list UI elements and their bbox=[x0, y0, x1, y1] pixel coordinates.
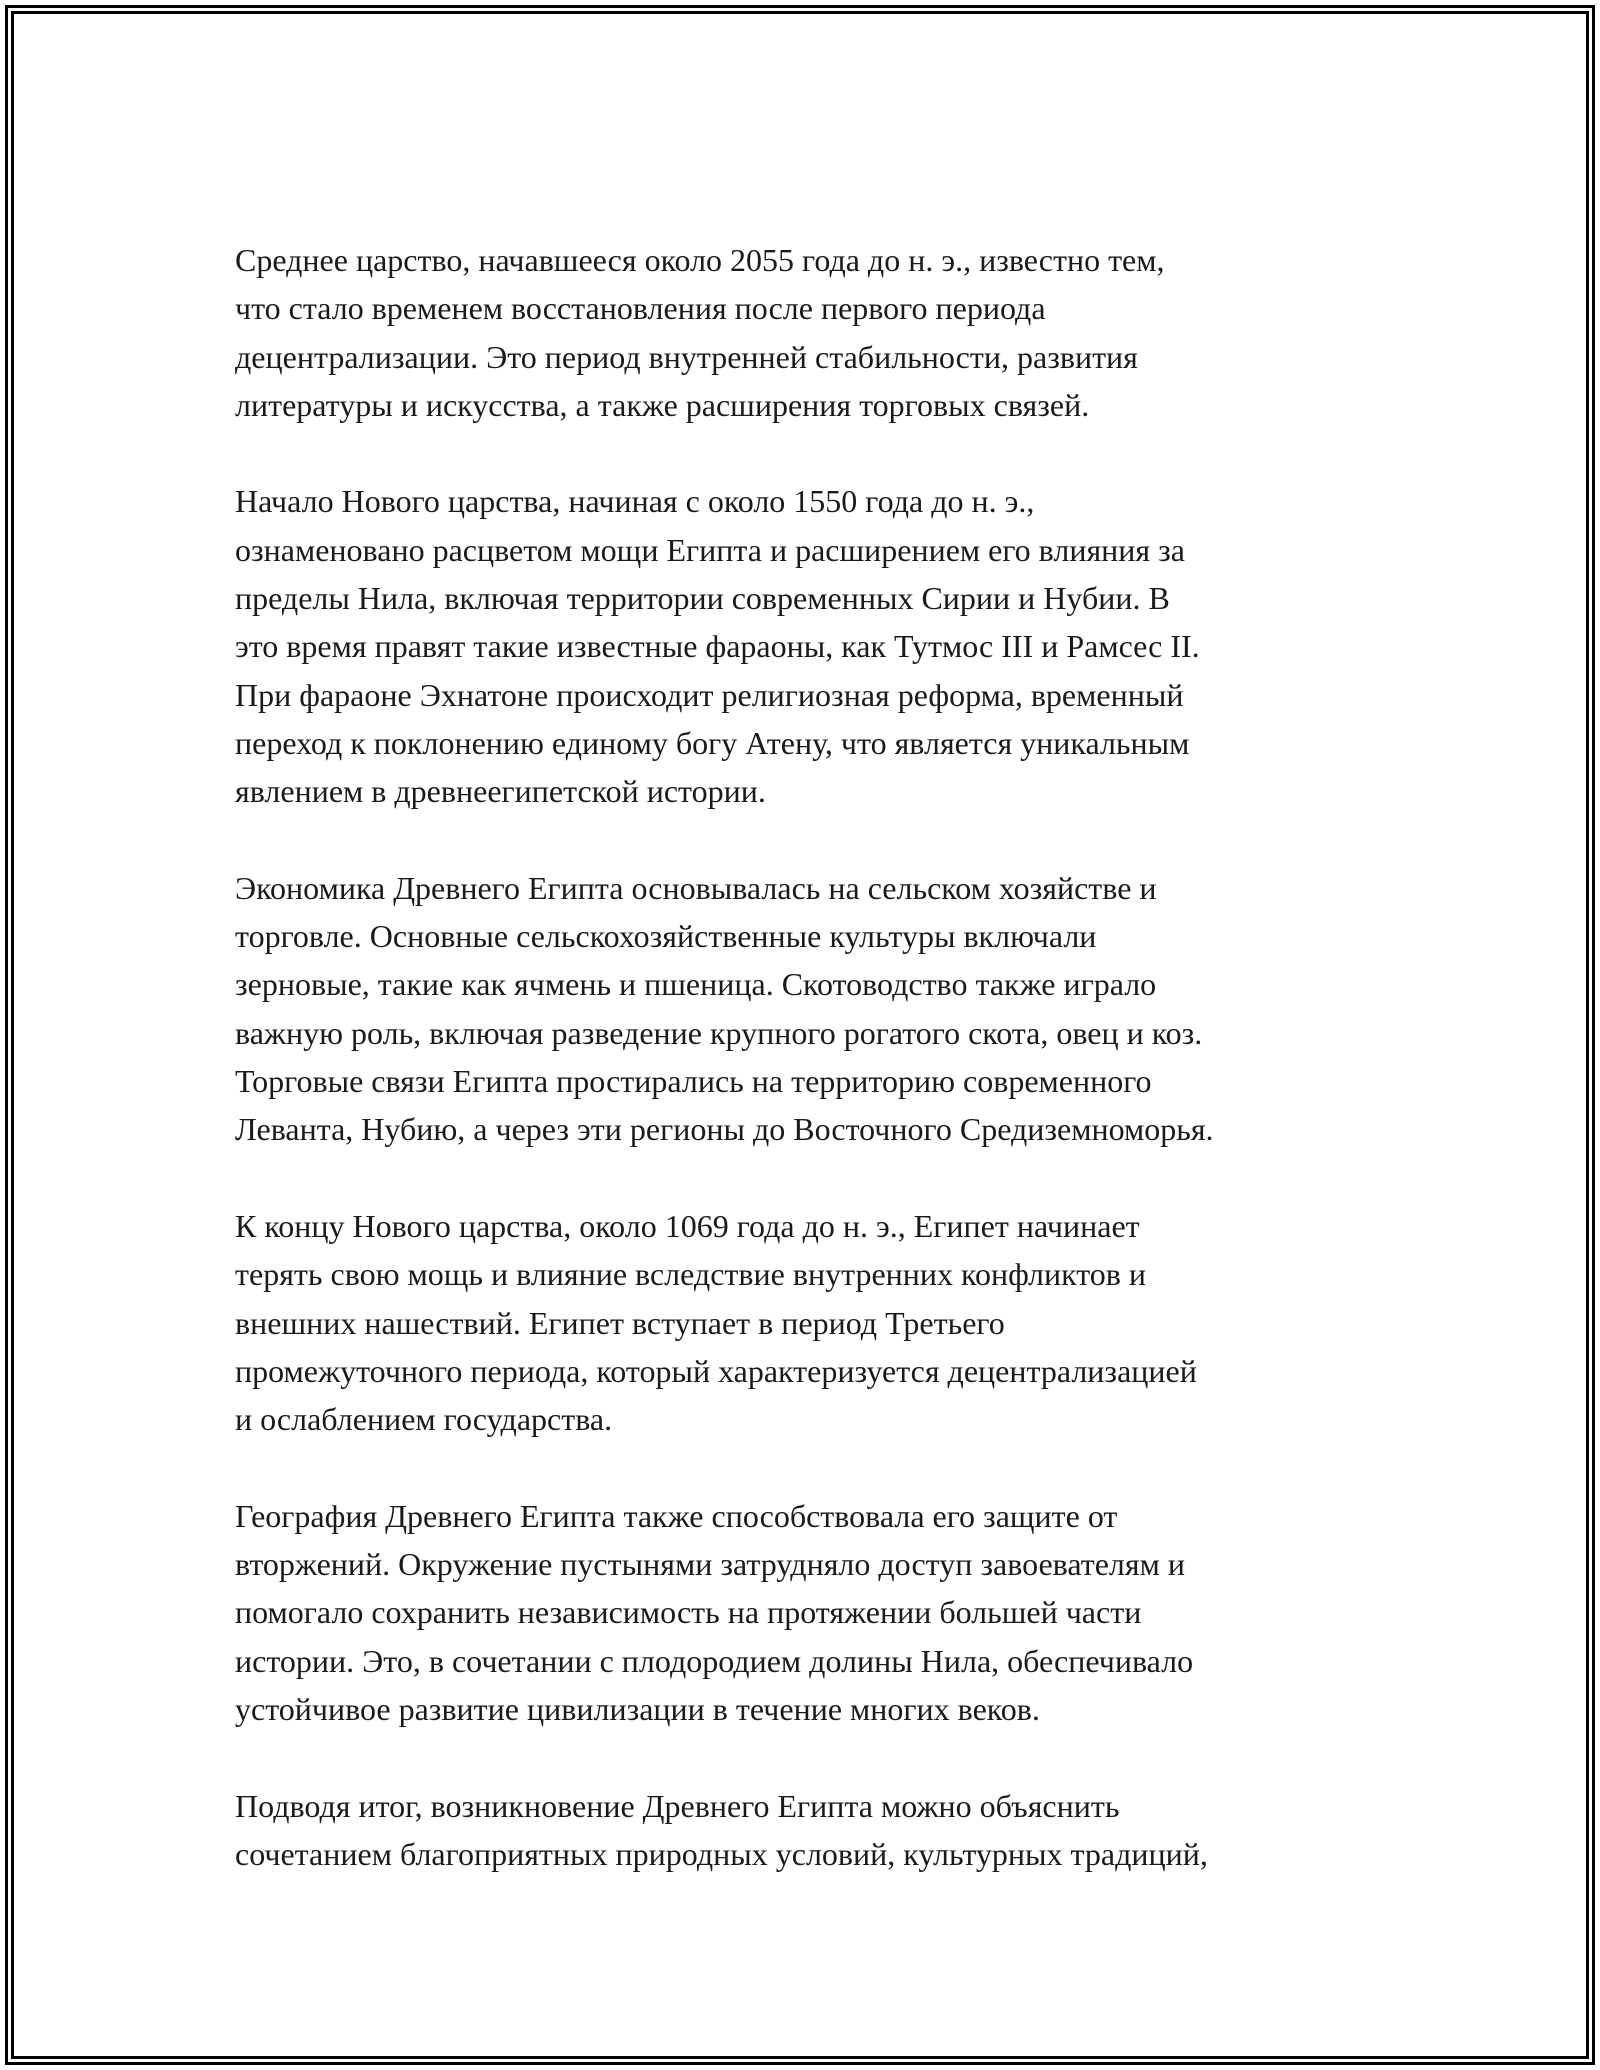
paragraph-geography: География Древнего Египта также способствовала его защите от вторжений. Окружение пустынями затрудняло доступ завоевателям и помогало сохранить независимость на протяжении большей части истории. Это, в сочетании с плодородием долины Нила, обеспечивало устойчивое развитие цивилизации в течение многих веков. bbox=[235, 1497, 1194, 1727]
paragraph-middle-kingdom: Среднее царство, начавшееся около 2055 года до н. э., известно тем, что стало временем восстановления после первого периода децентрализации. Это период внутренней стабильности, развития литературы и искусства, а также расширения торговых связей. bbox=[235, 242, 1165, 423]
paragraph-new-kingdom: Начало Нового царства, начиная с около 1550 года до н. э., ознаменовано расцветом мощи Египта и расширением его влияния за пределы Нила, включая территории современных Сирии и Нубии. В это время правят такие известные фараоны, как Тутмос III и Рамсес II. При фараоне Эхнатоне происходит религиозная реформа, временный переход к поклонению единому богу Атену, что является уникальным явлением в древнеегипетской истории. bbox=[235, 483, 1200, 810]
paragraph-decline: К концу Нового царства, около 1069 года до н. э., Египет начинает терять свою мощь и влияние вследствие внутренних конфликтов и внешних нашествий. Египет вступает в период Третьего промежуточного периода, который характеризуется децентрализацией и ослаблением государства. bbox=[235, 1207, 1197, 1438]
document-body bbox=[235, 236, 1395, 1926]
paragraph-summary: Подводя итог, возникновение Древнего Египта можно объяснить сочетанием благоприятных природных условий, культурных традиций, bbox=[235, 1787, 1208, 1872]
paragraph-economy: Экономика Древнего Египта основывалась на сельском хозяйстве и торговле. Основные сельскохозяйственные культуры включали зерновые, такие как ячмень и пшеница. Скотоводство также играло важную роль, включая разведение крупного рогатого скота, овец и коз. Торговые связи Египта простирались на территорию современного Леванта, Нубию, а через эти регионы до Восточного Средиземноморья. bbox=[235, 869, 1214, 1148]
